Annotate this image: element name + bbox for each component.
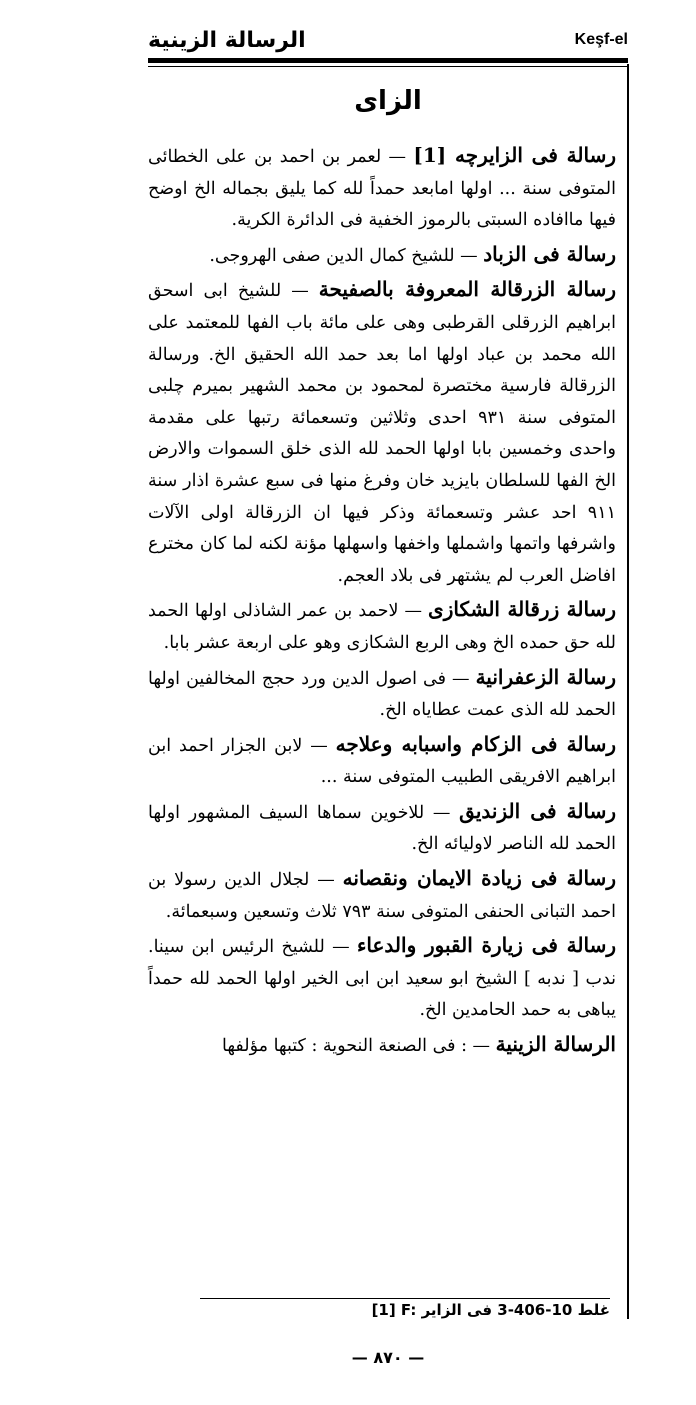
right-margin-line xyxy=(627,64,629,1319)
entry-zukam xyxy=(148,729,616,794)
entry-body: — لعمر بن احمد بن على الخطائى المتوفى سنة ... اولها امابعد حمداً لله كما يليق بجماله الخ اوضح فيها ماافاده السبتى بالرموز الخفية فى الدائرة الكرية. xyxy=(148,147,616,231)
entry-body: — لابن الجزار احمد ابن ابراهيم الافريقى الطبيب المتوفى سنة ... xyxy=(148,735,616,788)
footnote xyxy=(200,1298,610,1319)
header-rule-thin xyxy=(148,66,628,67)
header-rule-thick xyxy=(148,58,628,63)
entry-head: رسالة فى الزنديق xyxy=(459,798,616,823)
entry-head: رسالة الزعفرانية xyxy=(475,664,616,689)
entry-body: — : فى الصنعة النحوية : كتبها مؤلفها xyxy=(222,1036,491,1057)
entry-ziyarat-qubur xyxy=(148,930,616,1027)
entry-head: رسالة فى زيادة الايمان ونقصانه xyxy=(342,866,616,891)
entry-body: — فى اصول الدين ورد حجج المخالفين اولها الحمد لله الذى عمت عطاياه الخ. xyxy=(148,668,616,721)
entry-head: الرسالة الزينية xyxy=(495,1032,616,1057)
entry-head: رسالة الزرقالة المعروفة بالصفيحة xyxy=(318,277,616,302)
entry-ziyadat-iman xyxy=(148,863,616,928)
entry-body: — لجلال الدين رسولا بن احمد التبانى الحنفى المتوفى سنة ٧٩٣ ثلاث وتسعين وسبعمائة. xyxy=(148,870,616,922)
section-heading: الزاى xyxy=(354,86,422,116)
entry-zayirche xyxy=(148,140,616,237)
entry-zarqala-shakkazi xyxy=(148,594,616,659)
entry-body: — لاحمد بن عمر الشاذلى اولها الحمد لله حق حمده الخ وهى الربع الشكازى وهو على اربعة عشر بابا. xyxy=(148,601,616,653)
header-arabic-title: الرسالة الزينية xyxy=(148,27,306,53)
entries-list xyxy=(148,140,616,1065)
entry-zarqala xyxy=(148,274,616,592)
entry-zayniya xyxy=(148,1029,616,1063)
entry-zabad xyxy=(148,239,616,273)
header-latin-title: Keşf-el xyxy=(574,31,628,48)
entry-zindiq xyxy=(148,796,616,861)
page-number: — ٨٧٠ — xyxy=(351,1348,425,1367)
entry-zafaraniya xyxy=(148,662,616,727)
entry-head: رسالة فى زيارة القبور والدعاء xyxy=(357,933,616,958)
entry-body: — للشيخ ابى اسحق ابراهيم الزرقلى القرطبى وهى على مائة باب الفها للمعتمد على الله محمد بن عباد اولها اما بعد حمد الله الحقيق الخ. ورسالة الزرقالة فارسية مختصرة لمحمود بن محمد الشهير بميرم چلبى المتوفى سنة ٩٣١ احدى وثلاثين وتسعمائة رتبها على مقدمة واحدى وخمسين بابا اولها الحمد لله الذى خلق السموات والارض الخ الفها للسلطان بايزيد خان وفرغ منها فى سبع عشرة اذار سنة ٩١١ احد عشر وتسعمائة وذكر فيها ان الزرقالة اولى الآلات واشرفها واتمها واشملها واخفها واسهلها مؤنة لكنه لما كان مخترع افاضل العرب لم يشتهر فى بلاد العجم. xyxy=(148,281,616,586)
entry-head: رسالة زرقالة الشكازى xyxy=(428,597,616,622)
entry-body: — للشيخ كمال الدين صفى الهروجى. xyxy=(209,245,478,266)
running-header xyxy=(148,22,628,58)
entry-head: رسالة فى الزايرچه [1] xyxy=(413,143,616,167)
entry-body: — للاخوين سماها السيف المشهور اولها الحمد لله الناصر لاوليائه الخ. xyxy=(148,802,616,855)
footnote-text: [1] F: غلط 10-406-3 فى الزاير xyxy=(371,1301,610,1319)
entry-head: رسالة فى الزكام واسبابه وعلاجه xyxy=(335,731,616,756)
entry-head: رسالة فى الزباد xyxy=(483,241,616,266)
entry-body: — للشيخ الرئيس ابن سينا. ندب [ ندبه ] الشيخ ابو سعيد ابن ابى الخير اولها الحمد لله حمداً يباهى به حمد الحامدين الخ. xyxy=(148,937,616,1021)
